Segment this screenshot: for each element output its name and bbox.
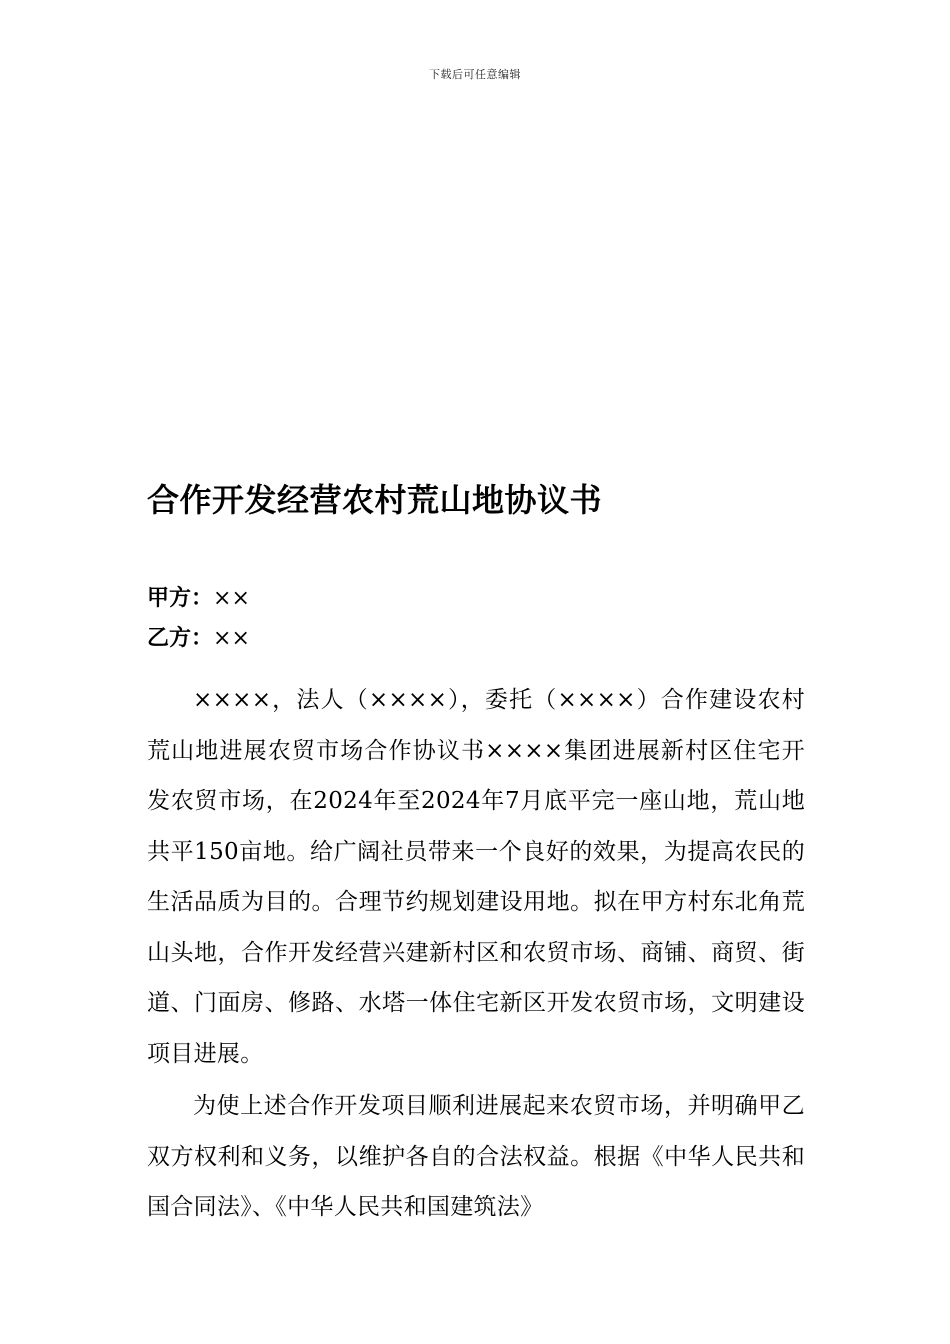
body-paragraph-1: ××××，法人（××××），委托（××××）合作建设农村荒山地进展农贸市场合作协议书××××集团进展新村区住宅开发农贸市场，在2024年至2024年7月底平完一座山地，荒山地共平150亩地。给广阔社员带来一个良好的效果，为提高农民的生活品质为目的。合理节约规划建设用地。拟在甲方村东北角荒山头地，合作开发经营兴建新村区和农贸市场、商铺、商贸、街道、门面房、修路、水塔一体住宅新区开发农贸市场，文明建设项目进展。 <box>147 687 805 1067</box>
document-title: 合作开发经营农村荒山地协议书 <box>147 481 603 519</box>
page-header-note: 下载后可任意编辑 <box>429 68 521 81</box>
party-b-label: 乙方： <box>147 625 214 651</box>
body-paragraph-2: 为使上述合作开发项目顺利进展起来农贸市场，并明确甲乙双方权利和义务，以维护各自的合法权益。根据《中华人民共和国合同法》、《中华人民共和国建筑法》 <box>147 1093 805 1220</box>
agreement-body <box>147 675 805 1235</box>
party-a-line <box>147 578 807 618</box>
party-b-value: ×× <box>213 626 250 651</box>
parties-block <box>147 578 807 658</box>
party-a-label: 甲方： <box>147 585 214 611</box>
party-a-value: ×× <box>213 586 250 611</box>
party-b-line <box>147 618 807 658</box>
